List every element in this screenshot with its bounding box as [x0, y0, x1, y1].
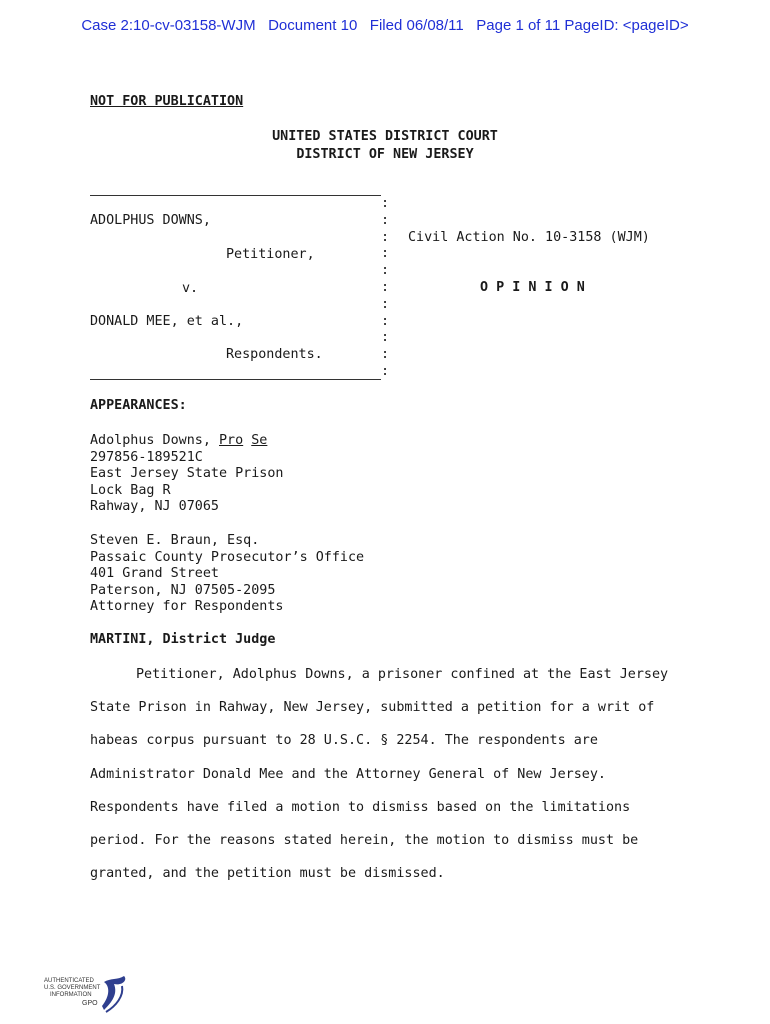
court-line-1: UNITED STATES DISTRICT COURT: [272, 129, 498, 144]
court-name: [0, 128, 770, 164]
address-line: 297856-189521C: [90, 449, 203, 465]
not-for-publication: NOT FOR PUBLICATION: [90, 94, 244, 109]
respondent-role: Respondents.: [226, 347, 323, 362]
versus: v.: [182, 281, 199, 296]
colon: :: [381, 330, 390, 346]
respondent-appearance: [90, 533, 364, 616]
appearances-heading: APPEARANCES:: [90, 398, 187, 413]
judge-heading: MARTINI, District Judge: [90, 632, 276, 647]
colon: :: [381, 263, 390, 279]
colon: :: [381, 246, 390, 262]
colon: :: [381, 347, 390, 363]
colon: :: [381, 229, 390, 245]
address-line: Lock Bag R: [90, 482, 171, 498]
gpo-eagle-icon: [44, 972, 130, 1016]
svg-text:AUTHENTICATED: AUTHENTICATED: [44, 978, 94, 984]
colon: :: [381, 363, 390, 379]
civil-action-number: Civil Action No. 10-3158 (WJM): [408, 230, 650, 245]
respondent-name: DONALD MEE, et al.,: [90, 314, 244, 329]
colon: :: [381, 313, 390, 329]
caption-colon-column: [381, 196, 389, 381]
opinion-paragraph: Petitioner, Adolphus Downs, a prisoner confined at the East Jersey State Prison in Rahway, New Jersey, submitted a petition for a writ of habeas corpus pursuant to 28 U.S.C. § 2254. The respondents are Administrator Donald Mee and the Attorney General of New Jersey. Respondents have filed a motion to dismiss based on the limitations period. For the reasons stated herein, the motion to dismiss must be granted, and the petition must be dismissed.: [90, 667, 669, 882]
svg-text:INFORMATION: INFORMATION: [50, 992, 92, 998]
caption-bottom-rule: [90, 379, 381, 380]
petitioner-name: ADOLPHUS DOWNS,: [90, 213, 211, 228]
address-line: 401 Grand Street: [90, 566, 219, 582]
pro-text: Pro: [219, 433, 244, 448]
se-text: Se: [251, 433, 268, 448]
colon: :: [381, 212, 390, 228]
svg-text:GPO: GPO: [82, 1000, 98, 1007]
colon: :: [381, 196, 390, 211]
opinion-body: [90, 658, 690, 890]
address-line: Rahway, NJ 07065: [90, 499, 219, 515]
gpo-authentication-logo: [44, 972, 130, 1016]
svg-text:U.S. GOVERNMENT: U.S. GOVERNMENT: [44, 985, 101, 991]
address-line: Attorney for Respondents: [90, 599, 284, 615]
case-header-stamp: Case 2:10-cv-03158-WJM Document 10 Filed 06/08/11 Page 1 of 11 PageID: <pageID>: [81, 17, 689, 34]
address-line: Paterson, NJ 07505-2095: [90, 582, 276, 598]
petitioner-appearance-name: Adolphus Downs, Pro Se: [90, 433, 268, 448]
petitioner-role: Petitioner,: [226, 247, 315, 262]
address-line: East Jersey State Prison: [90, 466, 284, 482]
caption-top-rule: [90, 195, 381, 196]
court-line-2: DISTRICT OF NEW JERSEY: [296, 147, 474, 162]
colon: :: [381, 296, 390, 312]
address-line: Steven E. Braun, Esq.: [90, 533, 260, 548]
colon: :: [381, 279, 390, 295]
petitioner-appearance: [90, 433, 283, 516]
address-line: Passaic County Prosecutor’s Office: [90, 549, 365, 565]
document-type: O P I N I O N: [480, 280, 585, 295]
